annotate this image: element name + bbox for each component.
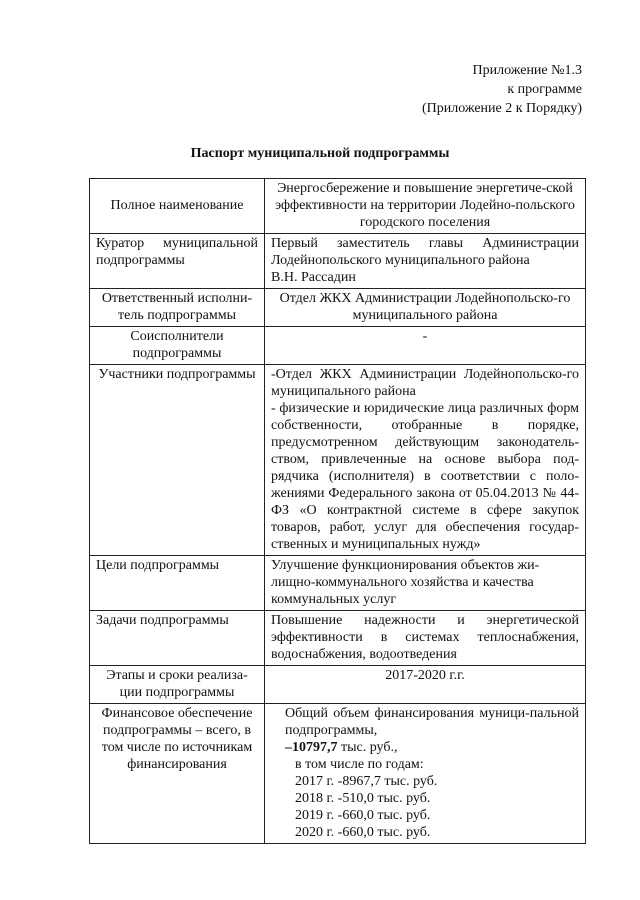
row-label: Цели подпрограммы — [90, 556, 265, 611]
table-row — [90, 179, 586, 234]
financing-by-years: в том числе по годам: — [295, 757, 424, 772]
page-title: Паспорт муниципальной подпрограммы — [190, 146, 450, 161]
row-label: Соисполнители подпрограммы — [90, 327, 265, 365]
financing-total — [271, 739, 579, 756]
row-value: Отдел ЖКХ Администрации Лодейнопольско-го муниципального района — [265, 289, 586, 327]
row-value — [265, 234, 586, 289]
row-label: Куратор муниципальной подпрограммы — [90, 234, 265, 289]
financing-year-2020: 2020 г. -660,0 тыс. руб. — [295, 825, 431, 840]
table-row — [90, 327, 586, 365]
curator-name: В.Н. Рассадин — [271, 270, 356, 285]
row-value: - — [265, 327, 586, 365]
row-value: Повышение надежности и энергетической эффективности в системах теплоснабжения, водоснабжения, водоотведения — [265, 611, 586, 666]
row-label: Задачи подпрограммы — [90, 611, 265, 666]
row-label: Финансовое обеспечение подпрограммы – всего, в том числе по источникам финансирования — [90, 704, 265, 844]
row-value — [265, 704, 586, 844]
financing-total-unit: тыс. руб., — [337, 740, 398, 755]
appendix-number: Приложение №1.3 — [472, 63, 582, 78]
row-label: Полное наименование — [90, 179, 265, 234]
row-label: Этапы и сроки реализа-ции подпрограммы — [90, 666, 265, 704]
passport-table — [89, 178, 586, 844]
table-row — [90, 704, 586, 844]
table-row — [90, 556, 586, 611]
financing-year-2017: 2017 г. -8967,7 тыс. руб. — [295, 774, 438, 789]
appendix-program: к программе — [507, 82, 582, 97]
participant-entities: - физические и юридические лица различных форм собственности, отобранные в порядке, предусмотренном действующим законодатель-ством, привлеченные на основе выбора под-рядчика (исполнителя) в соответствии с поло-жениями Федерального закона от 05.04.2013 № 44-ФЗ «О контрактной системе в сфере закупок товаров, работ, услуг для обеспечения государ-ственных и муниципальных нужд» — [271, 401, 579, 552]
financing-total-amount: –10797,7 — [285, 740, 338, 755]
row-value: Энергосбережение и повышение энергетиче-ской эффективности на территории Лодейно-польского городского поселения — [265, 179, 586, 234]
row-value — [265, 365, 586, 556]
financing-year-2019: 2019 г. -660,0 тыс. руб. — [295, 808, 431, 823]
participant-dept: -Отдел ЖКХ Администрации Лодейнопольско-го муниципального района — [271, 367, 579, 399]
table-row — [90, 611, 586, 666]
row-value: Улучшение функционирования объектов жи-лищно-коммунального хозяйства и качества коммунальных услуг — [265, 556, 586, 611]
table-row — [90, 234, 586, 289]
financing-year-2018: 2018 г. -510,0 тыс. руб. — [295, 791, 431, 806]
appendix-order: (Приложение 2 к Порядку) — [421, 101, 582, 116]
curator-position: Первый заместитель главы Администрации Лодейнопольского муниципального района — [271, 236, 579, 268]
row-label: Участники подпрограммы — [90, 365, 265, 556]
row-label: Ответственный исполни-тель подпрограммы — [90, 289, 265, 327]
financing-intro: Общий объем финансирования муници-пальной подпрограммы, — [285, 706, 579, 738]
table-row — [90, 666, 586, 704]
document-header — [422, 61, 582, 118]
row-value: 2017-2020 г.г. — [265, 666, 586, 704]
table-row — [90, 289, 586, 327]
table-row — [90, 365, 586, 556]
